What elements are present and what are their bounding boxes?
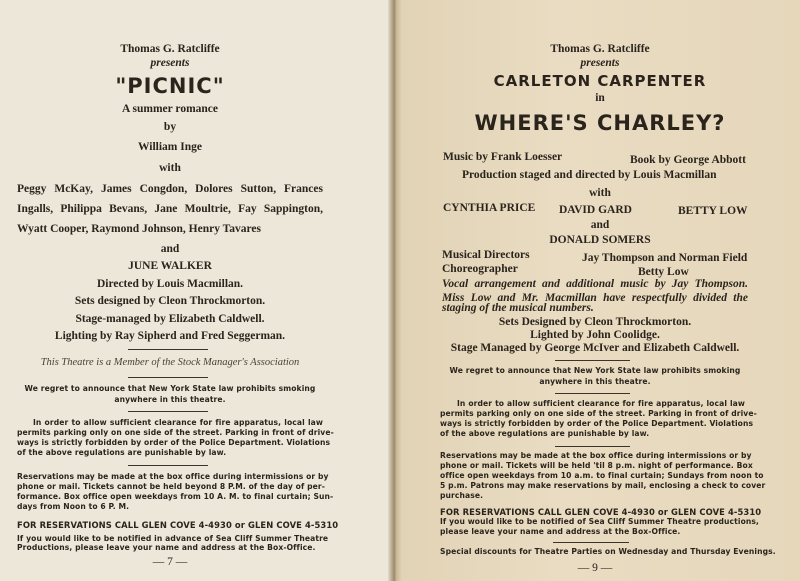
notify-note: please leave your name and address at the Box-Office. xyxy=(440,527,681,536)
vocal-note: Vocal arrangement and additional music by Jay Thompson. xyxy=(442,278,748,290)
cast-member: DAVID GARD xyxy=(559,204,632,216)
star: JUNE WALKER xyxy=(128,260,212,272)
notify-note: If you would like to be notified of Sea Cliff Summer Theatre productions, xyxy=(440,517,760,526)
staging-note: staging of the musical numbers. xyxy=(442,302,594,314)
parking-notice: In order to allow sufficient clearance for fire apparatus, local law xyxy=(33,418,323,427)
cast-line: Ingalls, Philippa Bevans, Jane Moultrie, Fay Sappington, xyxy=(17,203,323,215)
reservations-phone: FOR RESERVATIONS CALL GLEN COVE 4-4930 or GLEN COVE 4-5310 xyxy=(440,507,762,517)
binding-fold xyxy=(388,0,402,581)
credit: Sets Designed by Cleon Throckmorton. xyxy=(498,316,692,328)
reservations-info: phone or mail. Tickets cannot be held beyond 8 P.M. of the day of per- xyxy=(17,482,325,491)
divider xyxy=(555,393,630,394)
parking-notice: In order to allow sufficient clearance for fire apparatus, local law xyxy=(457,399,745,408)
reservations-info: phone or mail. Tickets will be held 'til 8 p.m. night of performance. Box xyxy=(440,461,753,470)
subtitle: A summer romance xyxy=(121,103,219,115)
parking-notice: of the above regulations are punishable by law. xyxy=(17,448,227,457)
cast-member: CYNTHIA PRICE xyxy=(443,202,536,214)
choreographer: Betty Low xyxy=(638,266,689,278)
page-number: — 9 — xyxy=(577,562,613,574)
notify-note: Productions, please leave your name and address at the Box-Office. xyxy=(17,543,316,552)
and: and xyxy=(160,243,180,255)
reservations-info: formance. Box office open weekdays from 10 A. M. to final curtain; Sun- xyxy=(17,492,334,501)
parking-notice: ways is strictly forbidden by order of the Police Department. Violations xyxy=(440,419,754,428)
with: with xyxy=(159,162,181,174)
credit: Stage-managed by Elizabeth Caldwell. xyxy=(75,313,265,325)
divider xyxy=(128,377,208,378)
parking-notice: ways is strictly forbidden by order of the Police Department. Violations xyxy=(17,438,331,447)
reservations-info: Reservations may be made at the box office during intermissions or by xyxy=(440,451,752,460)
reservations-info: days from Noon to 6 P. M. xyxy=(17,502,130,511)
cast-member: BETTY LOW xyxy=(678,205,748,217)
member-note: This Theatre is a Member of the Stock Manager's Association xyxy=(40,357,300,368)
musical-directors-label: Musical Directors xyxy=(442,249,530,261)
parking-notice: of the above regulations are punishable by law. xyxy=(440,429,650,438)
parking-notice: permits parking only on one side of the street. Parking in front of drive- xyxy=(17,428,334,437)
cast-member: DONALD SOMERS xyxy=(549,234,651,246)
page-number: — 7 — xyxy=(152,556,188,568)
musical-directors: Jay Thompson and Norman Field xyxy=(582,252,748,264)
left-page-picnic xyxy=(0,0,392,581)
smoking-notice: anywhere in this theatre. xyxy=(539,377,651,386)
divider xyxy=(128,411,208,412)
credit: Lighted by John Coolidge. xyxy=(530,329,660,341)
credit: Sets designed by Cleon Throckmorton. xyxy=(74,295,266,307)
smoking-notice: We regret to announce that New York State law prohibits smoking xyxy=(449,366,741,375)
divider xyxy=(555,360,630,361)
production-credit: Production staged and directed by Louis Macmillan xyxy=(462,169,717,181)
smoking-notice: anywhere in this theatre. xyxy=(114,395,226,404)
producer: Thomas G. Ratcliffe xyxy=(120,43,220,55)
and: and xyxy=(590,219,610,231)
credit: Stage Managed by George McIver and Elizabeth Caldwell. xyxy=(450,342,740,354)
divider xyxy=(553,542,629,543)
play-title: "PICNIC" xyxy=(115,74,225,98)
notify-note: If you would like to be notified in advance of Sea Cliff Summer Theatre xyxy=(17,534,329,543)
cast-line: Wyatt Cooper, Raymond Johnson, Henry Tavares xyxy=(17,223,261,235)
divider xyxy=(555,446,630,447)
discounts-note: Special discounts for Theatre Parties on Wednesday and Thursday Evenings. xyxy=(440,547,776,556)
credit: Directed by Louis Macmillan. xyxy=(96,278,244,290)
in: in xyxy=(595,92,605,104)
parking-notice: permits parking only on one side of the street. Parking in front of drive- xyxy=(440,409,757,418)
reservations-info: Reservations may be made at the box office during intermissions or by xyxy=(17,472,329,481)
staging-note: Miss Low and Mr. Macmillan have respectfully divided the xyxy=(442,292,748,304)
music-credit: Music by Frank Loesser xyxy=(443,151,563,163)
smoking-notice: We regret to announce that New York State law prohibits smoking xyxy=(24,384,316,393)
right-page-wheres-charley xyxy=(400,0,800,581)
book-credit: Book by George Abbott xyxy=(630,154,746,166)
star: CARLETON CARPENTER xyxy=(493,72,707,90)
reservations-info: purchase. xyxy=(440,491,484,500)
author: William Inge xyxy=(137,141,202,153)
presents: presents xyxy=(150,57,190,69)
divider xyxy=(128,349,208,350)
with: with xyxy=(589,187,611,199)
cast-line: Peggy McKay, James Congdon, Dolores Sutton, Frances xyxy=(17,183,323,195)
reservations-phone: FOR RESERVATIONS CALL GLEN COVE 4-4930 or GLEN COVE 4-5310 xyxy=(17,520,339,530)
play-title: WHERE'S CHARLEY? xyxy=(474,111,726,135)
producer: Thomas G. Ratcliffe xyxy=(550,43,650,55)
presents: presents xyxy=(580,57,620,69)
reservations-info: office open weekdays from 10 a.m. to final curtain; Sundays from noon to xyxy=(440,471,764,480)
reservations-info: 5 p.m. Patrons may make reservations by mail, enclosing a check to cover xyxy=(440,481,766,490)
by: by xyxy=(163,121,177,133)
choreographer-label: Choreographer xyxy=(442,263,518,275)
divider xyxy=(128,465,208,466)
credit: Lighting by Ray Sipherd and Fred Seggerman. xyxy=(54,330,286,342)
